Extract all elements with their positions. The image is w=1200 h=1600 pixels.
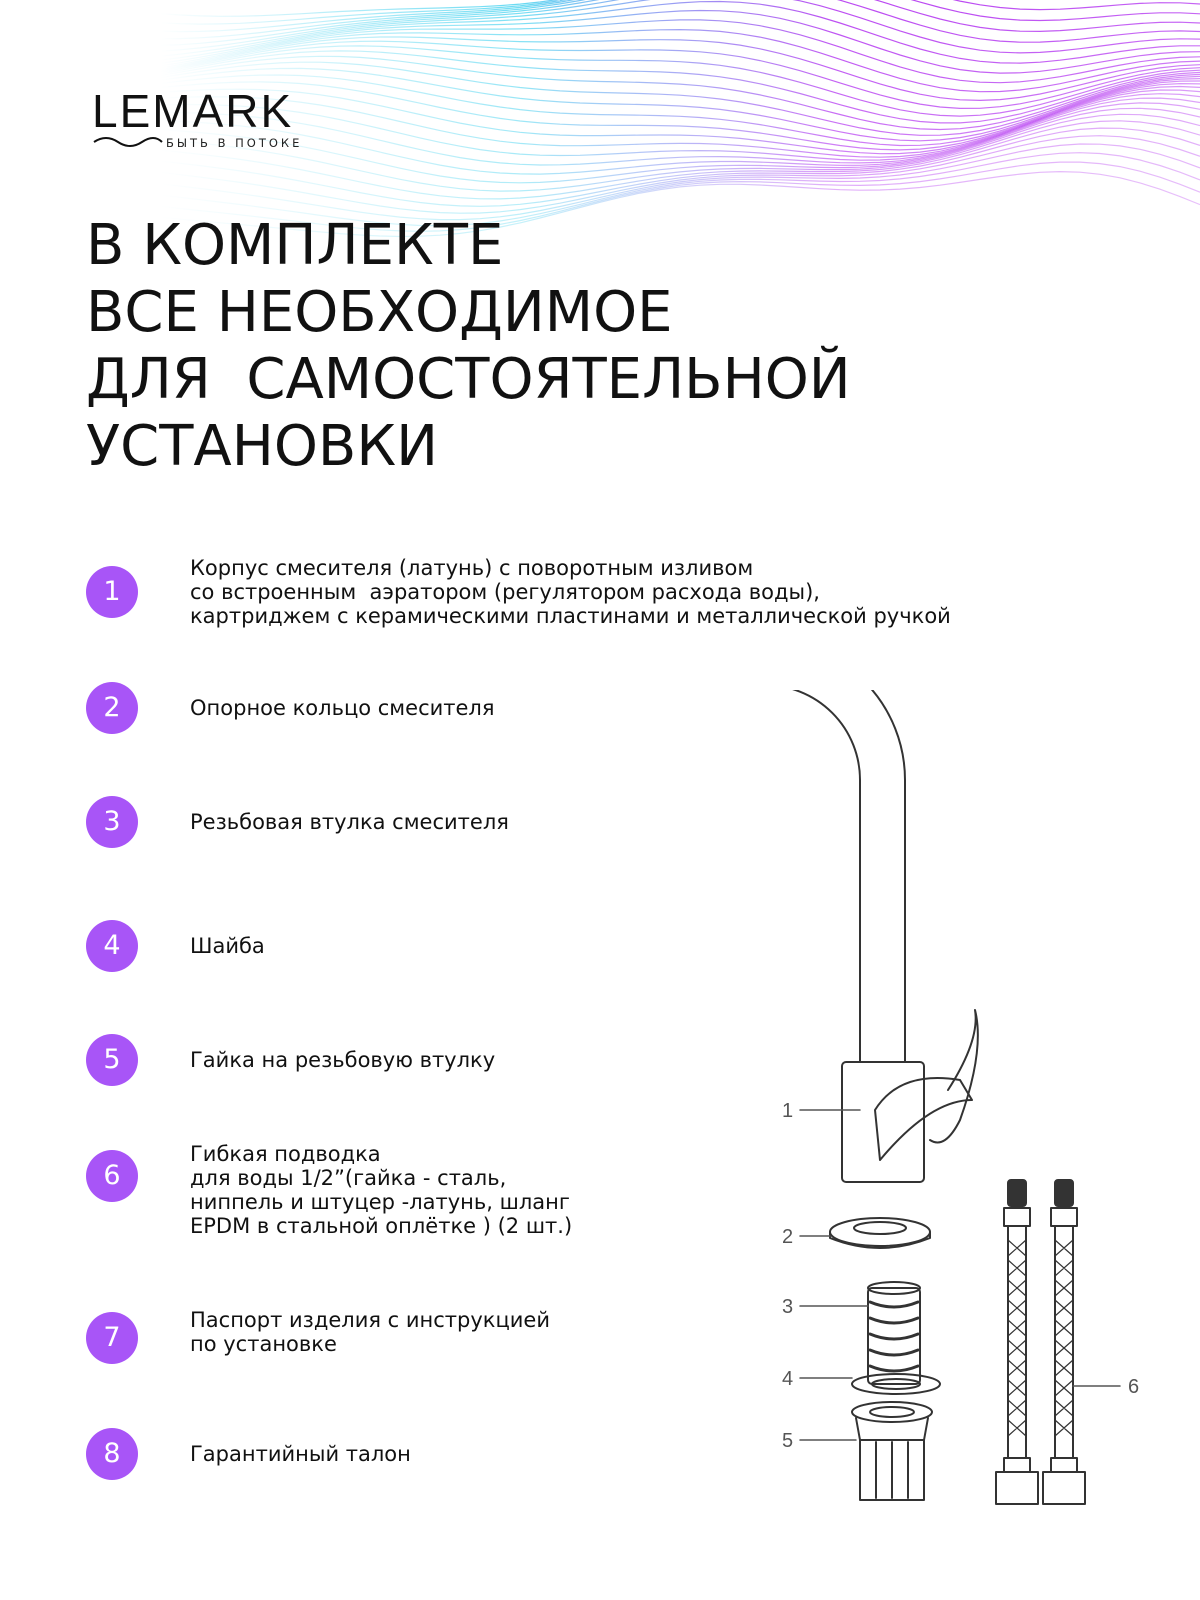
title-line: ДЛЯ САМОСТОЯТЕЛЬНОЙ <box>86 347 851 412</box>
callout-label: 3 <box>782 1296 794 1318</box>
item-line: Опорное кольцо смесителя <box>190 696 495 720</box>
item-text <box>190 1308 550 1356</box>
brand-name: LEMARK <box>92 85 294 137</box>
item-line: по установке <box>190 1332 337 1356</box>
callout-label: 6 <box>1128 1376 1140 1398</box>
number-badge: 5 <box>86 1034 138 1086</box>
page-title <box>86 212 1086 480</box>
wave-mark-icon <box>92 132 164 150</box>
item-line: Гибкая подводка <box>190 1142 381 1166</box>
item-text <box>190 1048 495 1072</box>
number-badge: 2 <box>86 682 138 734</box>
title-line: ВСЕ НЕОБХОДИМОЕ <box>86 280 673 345</box>
title-line: УСТАНОВКИ <box>86 414 438 479</box>
wave-line <box>160 0 1200 32</box>
item-line: Шайба <box>190 934 265 958</box>
number-badge: 1 <box>86 566 138 618</box>
support-ring-drawing <box>830 1218 930 1248</box>
threaded-sleeve-drawing <box>868 1282 920 1384</box>
item-line: для воды 1/2”(гайка - сталь, <box>190 1166 507 1190</box>
faucet-kit-diagram <box>760 690 1180 1510</box>
item-text <box>190 934 265 958</box>
callout-label: 5 <box>782 1430 794 1452</box>
item-line: Корпус смесителя (латунь) с поворотным изливом <box>190 556 754 580</box>
item-line: картриджем с керамическими пластинами и металлической ручкой <box>190 604 951 628</box>
flexible-hoses-drawing <box>996 1180 1085 1504</box>
item-text <box>190 1142 572 1238</box>
callout-label: 4 <box>782 1368 794 1390</box>
item-line: Гарантийный талон <box>190 1442 411 1466</box>
item-line: ниппель и штуцер -латунь, шланг <box>190 1190 570 1214</box>
item-text <box>190 1442 411 1466</box>
item-line: Гайка на резьбовую втулку <box>190 1048 496 1072</box>
item-text <box>190 810 509 834</box>
item-text <box>190 696 494 720</box>
number-badge: 3 <box>86 796 138 848</box>
nut-drawing <box>852 1402 932 1500</box>
item-line: Резьбовая втулка смесителя <box>190 810 509 834</box>
callout-label: 2 <box>782 1226 794 1248</box>
item-text <box>190 556 951 628</box>
item-line: EPDM в стальной оплётке ) (2 шт.) <box>190 1214 573 1238</box>
brand-tagline: БЫТЬ В ПОТОКЕ <box>166 136 303 150</box>
item-line: со встроенным аэратором (регулятором расхода воды), <box>190 580 820 604</box>
callout-label: 1 <box>782 1100 794 1122</box>
brand-logo <box>92 76 352 156</box>
number-badge: 6 <box>86 1150 138 1202</box>
number-badge: 4 <box>86 920 138 972</box>
number-badge: 8 <box>86 1428 138 1480</box>
item-line: Паспорт изделия с инструкцией <box>190 1308 550 1332</box>
number-badge: 7 <box>86 1312 138 1364</box>
title-line: В КОМПЛЕКТЕ <box>86 213 504 278</box>
